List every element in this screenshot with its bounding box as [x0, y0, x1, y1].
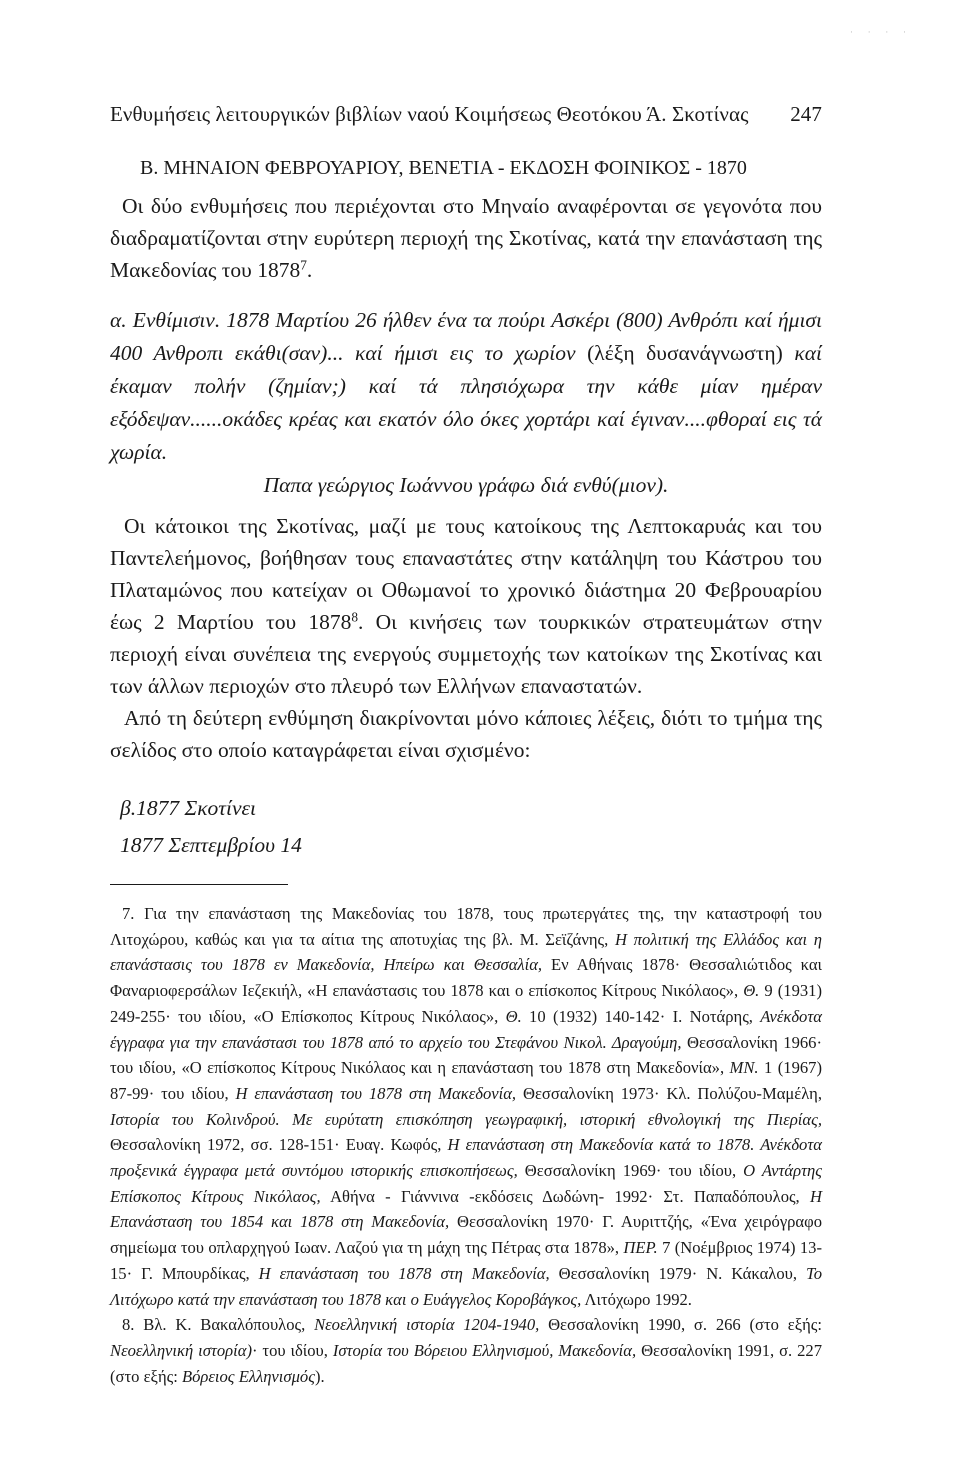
footnote-ref-7: 7: [300, 257, 307, 273]
footnote-7-text: 1 (1967) 87-99· του ιδίου,: [110, 1058, 822, 1103]
footnote-7-text: Θεσσαλονίκη 1972, σσ. 128-151· Ευαγ. Κωφός,: [110, 1135, 448, 1155]
footnote-ref-8: 8: [351, 609, 358, 625]
footnote-rule: [110, 884, 288, 885]
footnote-7-text: Θεσσαλονίκη 1973· Κλ. Πολύζου-Μαμέλη,: [516, 1083, 822, 1103]
footnote-7-title: Ο Αντάρτης Επίσκοπος Κίτρους Νικόλαος,: [110, 1161, 823, 1206]
inscription-label: α.: [110, 308, 127, 332]
paragraph-second-note: Από τη δεύτερη ενθύμηση διακρίνονται μόνο κάποιες λέξεις, διότι το τμήμα της σελίδος στο οποίο καταγράφεται είναι σχισμένο:: [110, 706, 822, 762]
footnote-8-title: Βόρειος Ελληνισμός: [181, 1366, 315, 1386]
page: [110, 100, 822, 1389]
footnote-8-text: Βλ. Κ. Βακαλόπουλος,: [134, 1315, 315, 1335]
footnote-8-text: · του ιδίου,: [251, 1340, 333, 1360]
inscription-line1: Ενθίμισιν. 1878 Μαρτίου 26 ήλθεν ένα τα πούρι Ασκέρι (800) Ανθρόπι καί ήμισι 400 Ανθροπι εκάθι(σαν)... καί ήμισι εις το χωρίον: [110, 308, 822, 365]
paragraph-context: [110, 510, 822, 702]
paragraph-intro: [110, 190, 822, 286]
footnote-7-text: Λιτόχωρο 1992.: [581, 1289, 692, 1309]
inscription-quote: [110, 304, 822, 469]
footnote-7-journal: Θ.: [505, 1006, 522, 1026]
paragraph-context-text-b: . Οι κινήσεις των τουρκικών στρατευμάτων στην περιοχή είναι συνέπεια της ενεργούς συμμετοχής των κατοίκων της Σκοτίνας και των άλλων περιοχών στο πλευρό των Ελλήνων επαναστατών.: [110, 610, 822, 698]
page-number: 247: [790, 102, 822, 126]
scan-artifact: · · · ·: [849, 28, 912, 38]
footnote-7-title: Η επανάσταση του 1878 στη Μακεδονία,: [235, 1083, 517, 1103]
footnote-8-title: Νεοελληνική ιστορία 1204-1940,: [314, 1315, 540, 1335]
footnote-7-text: 7 (Νοέμβριος 1974) 13-15· Γ. Μπουρδίκας,: [110, 1238, 823, 1283]
footnote-7-text: Θεσσαλονίκη 1979· Ν. Κάκαλου,: [549, 1263, 806, 1283]
paragraph-context-text-a: Οι κάτοικοι της Σκοτίνας, μαζί με τους κατοίκους της Λεπτοκαρυάς και του Παντελεήμονος, βοήθησαν τους επαναστάτες στην κατάληψη του Κάστρου του Πλαταμώνος που κατείχαν οι Οθωμανοί το χρονικό διάστημα 20 Φεβρουαρίου έως 2 Μαρτίου του 1878: [110, 514, 822, 634]
footnote-7-text: Για την επανάσταση της Μακεδονίας του 1878, τους πρωτεργάτες της, την καταστροφή του Λιτοχώρου, καθώς και για τα αίτια της αποτυχίας της βλ. Μ. Σεϊζάνης,: [110, 904, 822, 949]
running-head-title: Ενθυμήσεις λειτουργικών βιβλίων ναού Κοιμήσεως Θεοτόκου Ά. Σκοτίνας: [110, 102, 749, 126]
footnote-7-journal: Θ.: [743, 981, 760, 1001]
footnote-8-title: Ιστορία του Βόρειου Ελληνισμού, Μακεδονία,: [332, 1340, 637, 1360]
footnote-7-text: Θεσσαλονίκη 1966· του ιδίου, «Ο επίσκοπος Κίτρους Νικόλαος και η επανάσταση του 1878 στη Μακεδονία»,: [110, 1032, 822, 1078]
paragraph-intro-text: Οι δύο ενθυμήσεις που περιέχονται στο Μηναίο αναφέρονται σε γεγονότα που διαδραματίζονται στην ευρύτερη περιοχή της Σκοτίνας, κατά την επανάσταση της Μακεδονίας του 1878: [110, 194, 822, 282]
footnote-7-text: 9 (1931) 249-255· του ιδίου, «Ο Επίσκοπος Κίτρους Νικόλαος»,: [110, 981, 822, 1026]
footnote-8: [110, 1312, 822, 1389]
running-head: [110, 100, 822, 128]
paragraph-intro-end: .: [306, 258, 313, 282]
fragment-line-1: β.1877 Σκοτίνει: [120, 796, 256, 820]
footnote-8-text: Θεσσαλονίκη 1990, σ. 266 (στο εξής:: [539, 1315, 822, 1335]
footnote-7-title: Η Επανάσταση του 1854 και 1878 στη Μακεδονία,: [110, 1186, 822, 1232]
footnote-7-title: Η επανάσταση του 1878 στη Μακεδονία,: [258, 1263, 550, 1283]
footnote-8-title: Νεοελληνική ιστορία): [110, 1340, 252, 1360]
footnote-8-number: 8.: [122, 1315, 135, 1335]
footnote-7-text: Αθήνα - Γιάννινα -εκδόσεις Δωδώνη- 1992· Στ. Παπαδόπουλος,: [320, 1186, 811, 1206]
footnote-7-text: Θεσσαλονίκη 1969· του ιδίου,: [517, 1161, 744, 1181]
footnote-7-journal: ΠΕΡ.: [623, 1238, 658, 1258]
footnote-7-text: Εν Αθήναις 1878· Θεσσαλιώτιδος και Φαναριοφερσάλων Ιεζεκιήλ, «Η επανάστασις του 1878 και ο επίσκοπος Κίτρους Νικόλαος»,: [110, 955, 822, 1001]
footnote-7-journal: ΜΝ.: [729, 1058, 759, 1078]
fragment-line-2: 1877 Σεπτεμβρίου 14: [120, 833, 302, 857]
inscription-illegible-note: (λέξη δυσανάγνωστη): [587, 341, 783, 365]
footnote-7-title: Η πολιτική της Ελλάδος και η επανάστασις του 1878 εν Μακεδονία, Ηπείρω και Θεσσαλία,: [110, 929, 822, 975]
footnote-8-text: ).: [314, 1366, 325, 1386]
inscription-signature: Παπα γεώργιος Ιωάννου γράφω διά ενθύ(μιον).: [263, 473, 669, 497]
section-heading: Β. ΜΗΝΑΙΟΝ ΦΕΒΡΟΥΑΡΙΟΥ, ΒΕΝΕΤΙΑ - ΕΚΔΟΣΗ ΦΟΙΝΙΚΟΣ - 1870: [140, 157, 747, 179]
footnote-8-text: Θεσσαλονίκη 1991, σ. 227 (στο εξής:: [110, 1340, 822, 1386]
footnote-7-title: Το Λιτόχωρο κατά την επανάσταση του 1878 και ο Ευάγγελος Κοροβάγκος,: [110, 1263, 822, 1309]
footnote-7-number: 7.: [122, 904, 135, 923]
footnote-7-text: Θεσσαλονίκη 1970· Γ. Αυριττζής, «Ένα χειρόγραφο σημείωμα του οπλαρχηγού Ιωαν. Λαζού για τη μάχη της Πέτρας στα 1878»,: [110, 1212, 822, 1258]
footnote-7-title: Ιστορία του Κολινδρού. Με ευρύτατη επισκόπηση γεωγραφική, ιστορική εθνολογική της Πιερίας,: [110, 1109, 822, 1129]
inscription-line2: καί έκαμαν πολήν (ζημίαν;) καί τά πλησιόχωρα την κάθε μίαν ημέραν εξόδεψαν......οκάδες κρέας και εκατόν όλο όκες χορτάρι καί έγιναν....φθοραί εις τά χωρία.: [110, 341, 823, 464]
footnote-7: [110, 901, 822, 1312]
footnote-7-text: 10 (1932) 140-142· Ι. Νοτάρης,: [521, 1006, 761, 1026]
footnote-7-title: Ανέκδοτα έγγραφα για την επανάστασι του 1878 από το αρχείο του Στεφάνου Νικολ. Δραγούμη,: [110, 1006, 822, 1052]
footnote-7-title: Η επανάσταση στη Μακεδονία κατά το 1878. Ανέκδοτα προξενικά έγγραφα μετά συντόμου ιστορικής επισκοπήσεως,: [110, 1135, 822, 1181]
